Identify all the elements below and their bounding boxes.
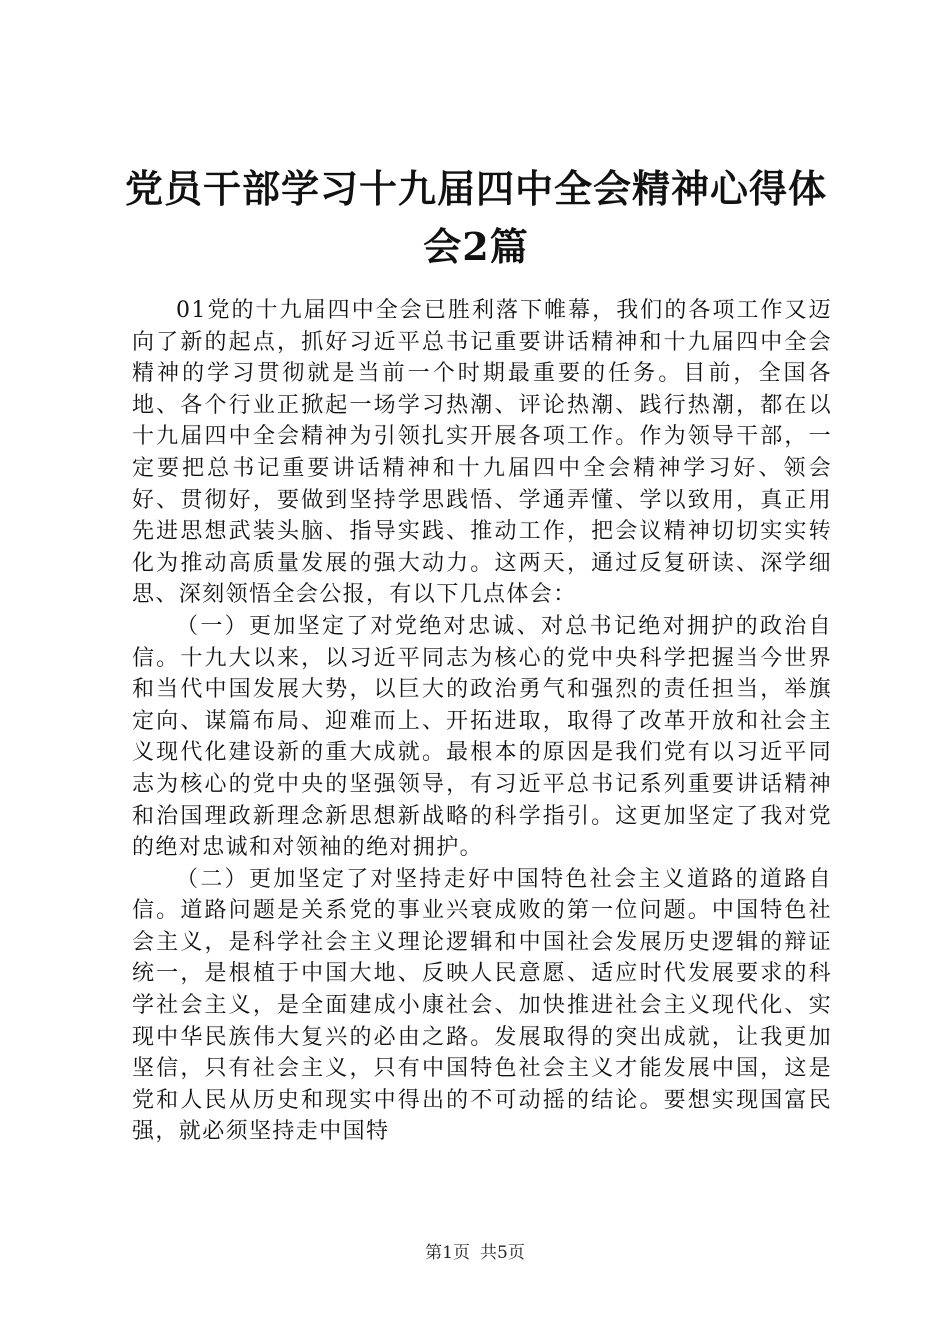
paragraph-point-two: （二）更加坚定了对坚持走好中国特色社会主义道路的道路自信。道路问题是关系党的事业兴衰成败的第一位问题。中国特色社会主义，是科学社会主义理论逻辑和中国社会发展历史逻辑的辩证统一，是根植于中国大地、反映人民意愿、适应时代发展要求的科学社会主义，是全面建成小康社会、加快推进社会主义现代化、实现中华民族伟大复兴的必由之路。发展取得的突出成就，让我更加坚信，只有社会主义，只有中国特色社会主义才能发展中国，这是党和人民从历史和现实中得出的不可动摇的结论。要想实现国富民强，就必须坚持走中国特 (132, 866, 832, 1145)
paragraph-intro: 01党的十九届四中全会已胜利落下帷幕，我们的各项工作又迈向了新的起点，抓好习近平总书记重要讲话精神和十九届四中全会精神的学习贯彻就是当前一个时期最重要的任务。目前，全国各地、各个行业正掀起一场学习热潮、评论热潮、践行热潮，都在以十九届四中全会精神为引领扎实开展各项工作。作为领导干部，一定要把总书记重要讲话精神和十九届四中全会精神学习好、领会好、贯彻好，要做到坚持学思践悟、学通弄懂、学以致用，真正用先进思想武装头脑、指导实践、推动工作，把会议精神切切实实转化为推动高质量发展的强大动力。这两天，通过反复研读、深学细思、深刻领悟全会公报，有以下几点体会： (132, 298, 832, 608)
page-title: 党员干部学习十九届四中全会精神心得体会2篇 (124, 166, 827, 269)
page-number: 第1页 (425, 1243, 470, 1263)
page-total: 共5页 (480, 1243, 525, 1263)
paragraph-point-one: （一）更加坚定了对党绝对忠诚、对总书记绝对拥护的政治自信。十九大以来，以习近平同志为核心的党中央科学把握当今世界和当代中国发展大势，以巨大的政治勇气和强烈的责任担当，举旗定向、谋篇布局、迎难而上、开拓进取，取得了改革开放和社会主义现代化建设新的重大成就。最根本的原因是我们党有以习近平同志为核心的党中央的坚强领导，有习近平总书记系列重要讲话精神和治国理政新理念新思想新战略的科学指引。这更加坚定了我对党的绝对忠诚和对领袖的绝对拥护。 (132, 613, 832, 861)
page-footer (0, 1242, 950, 1264)
document-body (132, 295, 832, 1148)
